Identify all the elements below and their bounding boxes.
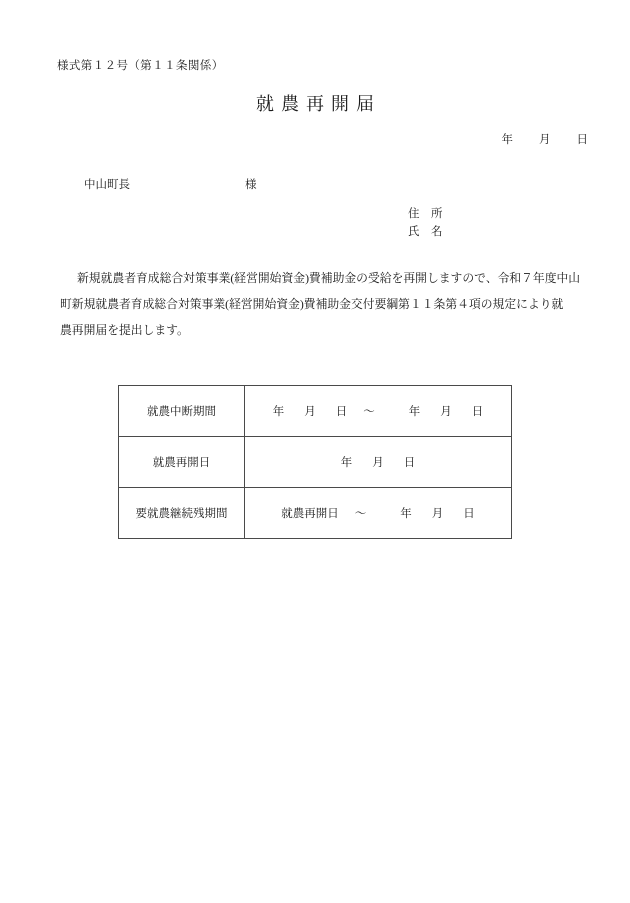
table-row-label-interruption-period: 就農中断期間 (119, 386, 245, 437)
date-month-label: 月 (539, 134, 551, 146)
table-cell-remaining-period[interactable] (245, 488, 512, 539)
interruption-start-month: 月 (304, 406, 316, 418)
form-number-label: 様式第１２号（第１１条関係） (57, 60, 224, 72)
entry-table (118, 385, 512, 539)
interruption-end-day: 日 (471, 406, 484, 418)
body-line-1: 新規就農者育成総合対策事業(経営開始資金)費補助金の受給を再開しますので、令和７年度中山 (77, 271, 581, 285)
table-cell-interruption-period[interactable] (245, 386, 512, 437)
resume-month: 月 (372, 457, 384, 469)
interruption-end-month: 月 (440, 406, 452, 418)
remaining-start: 就農再開日 (281, 508, 339, 520)
table-row (119, 386, 512, 437)
submitter-name-label: 氏 名 (408, 226, 443, 238)
resume-day: 日 (403, 457, 416, 469)
table-row (119, 437, 512, 488)
body-paragraph (60, 265, 581, 343)
remaining-range-separator: ～ (354, 508, 367, 520)
table-row-label-remaining-period: 要就農継続残期間 (119, 488, 245, 539)
table-row-label-resume-date: 就農再開日 (119, 437, 245, 488)
table-row (119, 488, 512, 539)
submitter-block (408, 205, 443, 241)
remaining-end-month: 月 (431, 508, 444, 520)
body-line-2: 町新規就農者育成総合対策事業(経営開始資金)費補助金交付要綱第１１条第４項の規定により就 (60, 297, 564, 311)
addressee-line (84, 176, 257, 192)
table-cell-resume-date[interactable] (245, 437, 512, 488)
interruption-range-separator: ～ (363, 406, 375, 418)
body-line-3: 農再開届を提出します。 (60, 323, 189, 337)
interruption-start-day: 日 (335, 406, 348, 418)
interruption-end-year: 年 (408, 406, 421, 418)
date-line (502, 131, 589, 147)
page-title: 就農再開届 (256, 94, 381, 114)
date-year-label: 年 (501, 134, 513, 146)
addressee-recipient: 中山町長 (84, 179, 130, 191)
submitter-address-label: 住 所 (408, 208, 443, 220)
resume-year: 年 (340, 457, 353, 469)
date-day-label: 日 (576, 134, 588, 146)
remaining-end-day: 日 (463, 508, 475, 520)
interruption-start-year: 年 (272, 406, 285, 418)
remaining-end-year: 年 (400, 508, 412, 520)
addressee-honorific: 様 (245, 179, 257, 191)
